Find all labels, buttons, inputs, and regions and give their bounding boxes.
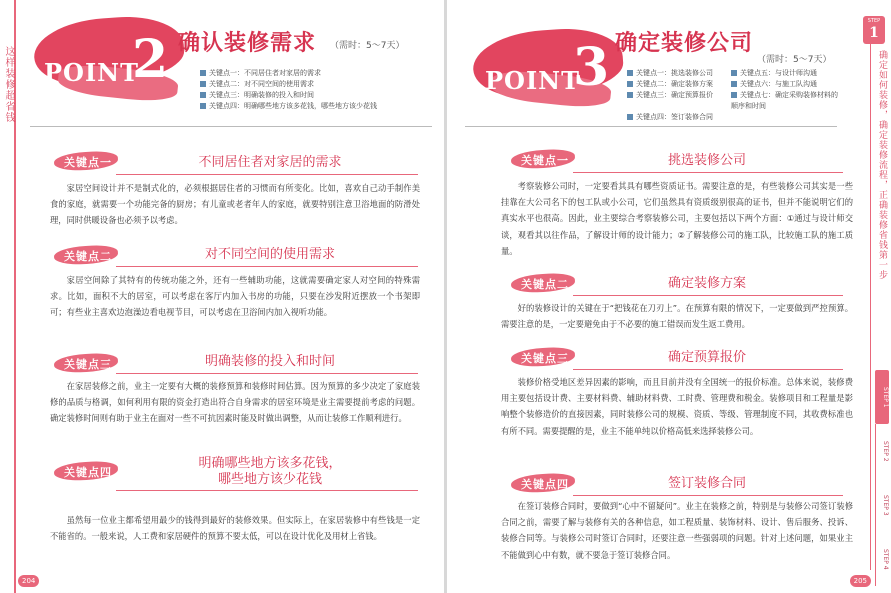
square-bullet-icon — [627, 81, 633, 87]
left-side-text: 这样装修超省钱 — [3, 46, 14, 123]
square-bullet-icon — [200, 103, 206, 109]
section-badge: 关键点四 — [511, 472, 575, 494]
section-badge: 关键点四 — [54, 460, 118, 482]
page-number: 205 — [850, 575, 871, 587]
left-page — [0, 0, 444, 593]
header-divider — [465, 126, 837, 127]
tab-step-4[interactable]: STEP 4 — [875, 532, 889, 586]
square-bullet-icon — [627, 70, 633, 76]
right-header — [467, 8, 847, 128]
key-point-grid — [627, 68, 841, 123]
section-body: 装修价格受地区差异因素的影响，而且目前并没有全国统一的报价标准。总体来说，装修费用主要包括设计费、主要材料费、辅助材料费、工时费、管理费和税金。装修项目和工程量是影响整个装修造价的直接因素，同时装修公司的规模、资质、等级、管理制度不同，其收费标准也有所不同。需要提醒的是，业主不能单纯以价格高低来选择装修公司。 — [501, 377, 853, 436]
tab-step-2[interactable]: STEP 2 — [875, 424, 889, 478]
square-bullet-icon — [731, 70, 737, 76]
section-title: 签订装修合同 — [667, 476, 746, 491]
section-title-line2: 哪些地方该少花钱 — [217, 472, 322, 487]
key-point-item: 关键点五：与设计师沟通 — [731, 68, 841, 79]
section-body: 考察装修公司时，一定要看其具有哪些资质证书。需要注意的是，有些装修公司其实是一些挂靠在大公司名下的包工队或小公司，它们虽然具有资质级别很高的证书，但并不能说明它们的真实水平也很高。因此，业主要综合考察装修公司，主要包括以下两个方面：①通过与设计师交谈，观看其以往作品，了解设计师的设计能力；②了解装修公司的施工队，比较施工队的施工质量。 — [501, 181, 853, 256]
key-point-item: 关键点一：挑选装修公司 — [627, 68, 731, 79]
page-title: 确定装修公司 — [615, 31, 754, 56]
page-number: 204 — [18, 575, 39, 587]
section-underline — [573, 369, 843, 370]
section-body: 家居空间除了其特有的传统功能之外，还有一些辅助功能，这就需要确定家人对空间的特殊需求。比如，面积不大的居室，可以考虑在客厅内加入书房的功能，只要在沙发附近摆放一个书架即可；有些业主喜欢边泡澡边看电视节目，可以考虑在卫浴间内加入视听功能。 — [50, 275, 420, 318]
section-title: 不同居住者对家居的需求 — [198, 155, 342, 170]
section-title: 确定预算报价 — [667, 350, 746, 365]
point-number: 2 — [132, 29, 170, 90]
page-title: 确认装修需求 — [178, 31, 317, 56]
key-point-item: 关键点四：签订装修合同 — [627, 112, 731, 123]
point-number: 3 — [573, 37, 611, 98]
square-bullet-icon — [200, 70, 206, 76]
square-bullet-icon — [627, 92, 633, 98]
section-badge: 关键点三 — [511, 346, 575, 368]
square-bullet-icon — [731, 81, 737, 87]
section-badge: 关键点三 — [54, 352, 118, 374]
key-point-item-empty — [731, 112, 841, 123]
sidebar-line — [870, 40, 871, 570]
square-bullet-icon — [200, 81, 206, 87]
section-body: 在家居装修之前，业主一定要有大概的装修预算和装修时间估算。因为预算的多少决定了家庭装修的品质与格调，如何利用有限的资金打造出符合自身需求的居室环境是业主需要提前考虑的问题。确定装修时间则有助于业主在面对一些不可抗因素时能及时做出调整，从而让装修工作顺利进行。 — [50, 381, 420, 424]
step-badge: STEP 1 — [863, 16, 885, 44]
key-point-item: 关键点四：明确哪些地方该多花钱，哪些地方该少花钱 — [200, 101, 377, 112]
key-point-item: 关键点三：明确装修的投入和时间 — [200, 90, 377, 101]
section-body: 在签订装修合同时，要做到“心中不留疑问”。业主在装修之前，特别是与装修公司签订装修合同之前，需要了解与装修有关的各种信息，如工程质量、装饰材料、设计、售后服务、投诉、装修合同等。与装修公司时签订合同时，还要注意一些强弱项的问题。针对上述问题，如果业主不能做到心中有数，就不要急于签订装修合同。 — [501, 501, 853, 560]
section-title: 明确装修的投入和时间 — [204, 354, 335, 369]
section-badge: 关键点一 — [511, 148, 575, 170]
square-bullet-icon — [200, 92, 206, 98]
section-underline — [116, 266, 418, 267]
square-bullet-icon — [731, 92, 737, 98]
section-title: 对不同空间的使用需求 — [204, 247, 335, 262]
section-badge: 关键点一 — [54, 150, 118, 172]
right-side-text: 确定如何装修，确定装修流程，正确装修省钱第一步 — [877, 50, 887, 280]
square-bullet-icon — [627, 114, 633, 120]
section-title: 挑选装修公司 — [667, 153, 746, 168]
key-point-item: 关键点六：与施工队沟通 — [731, 79, 841, 90]
point-word: POINT — [485, 66, 580, 95]
time-note: （需时：5～7天） — [330, 41, 405, 51]
tab-step-1[interactable]: STEP 1 — [875, 370, 889, 424]
section-underline — [573, 172, 843, 173]
left-stripe — [14, 0, 16, 593]
section-underline — [573, 495, 843, 496]
section-underline — [116, 373, 418, 374]
key-point-list — [200, 68, 377, 112]
key-point-item: 关键点一：不同居住者对家居的需求 — [200, 68, 377, 79]
section-underline — [116, 174, 418, 175]
section-title-line1: 明确哪些地方该多花钱， — [198, 456, 342, 471]
section-badge: 关键点二 — [54, 244, 118, 266]
section-body: 虽然每一位业主都希望用最少的钱得到最好的装修效果。但实际上，在家居装修中有些钱是一定不能省的。一般来说，人工费和家居硬件的预算不要太低，可以在设计优化及用材上省钱。 — [50, 515, 420, 542]
section-title: 确定装修方案 — [667, 276, 746, 291]
section-underline — [573, 295, 843, 296]
right-page — [447, 0, 891, 593]
key-point-item: 关键点二：确定装修方案 — [627, 79, 731, 90]
step-sidebar — [861, 0, 891, 593]
point-word: POINT — [44, 58, 139, 87]
section-body: 好的装修设计的关键在于“把钱花在刀刃上”。在预算有限的情况下，一定要做到严控预算。需要注意的是，一定要避免由于不必要的施工错误而发生返工费用。 — [501, 303, 853, 330]
section-underline — [116, 490, 418, 491]
tab-step-3[interactable]: STEP 3 — [875, 478, 889, 532]
left-header — [28, 8, 438, 128]
time-note: （需时：5～7天） — [757, 55, 832, 65]
section-body: 家居空间设计并不是制式化的，必须根据居住者的习惯而有所变化。比如，喜欢自己动手制作美食的家庭，就需要一个功能完备的厨房；有儿童或老者年人的家庭，就要特别注意卫浴地面的防滑处理，同时供暖设备也必须予以考虑。 — [50, 183, 420, 226]
key-point-item: 关键点三：确定预算报价 — [627, 90, 731, 112]
section-badge: 关键点二 — [511, 272, 575, 294]
key-point-item: 关键点二：对不同空间的使用需求 — [200, 79, 377, 90]
key-point-item: 关键点七：确定采购装修材料的顺序和时间 — [731, 91, 838, 110]
header-divider — [30, 126, 432, 127]
